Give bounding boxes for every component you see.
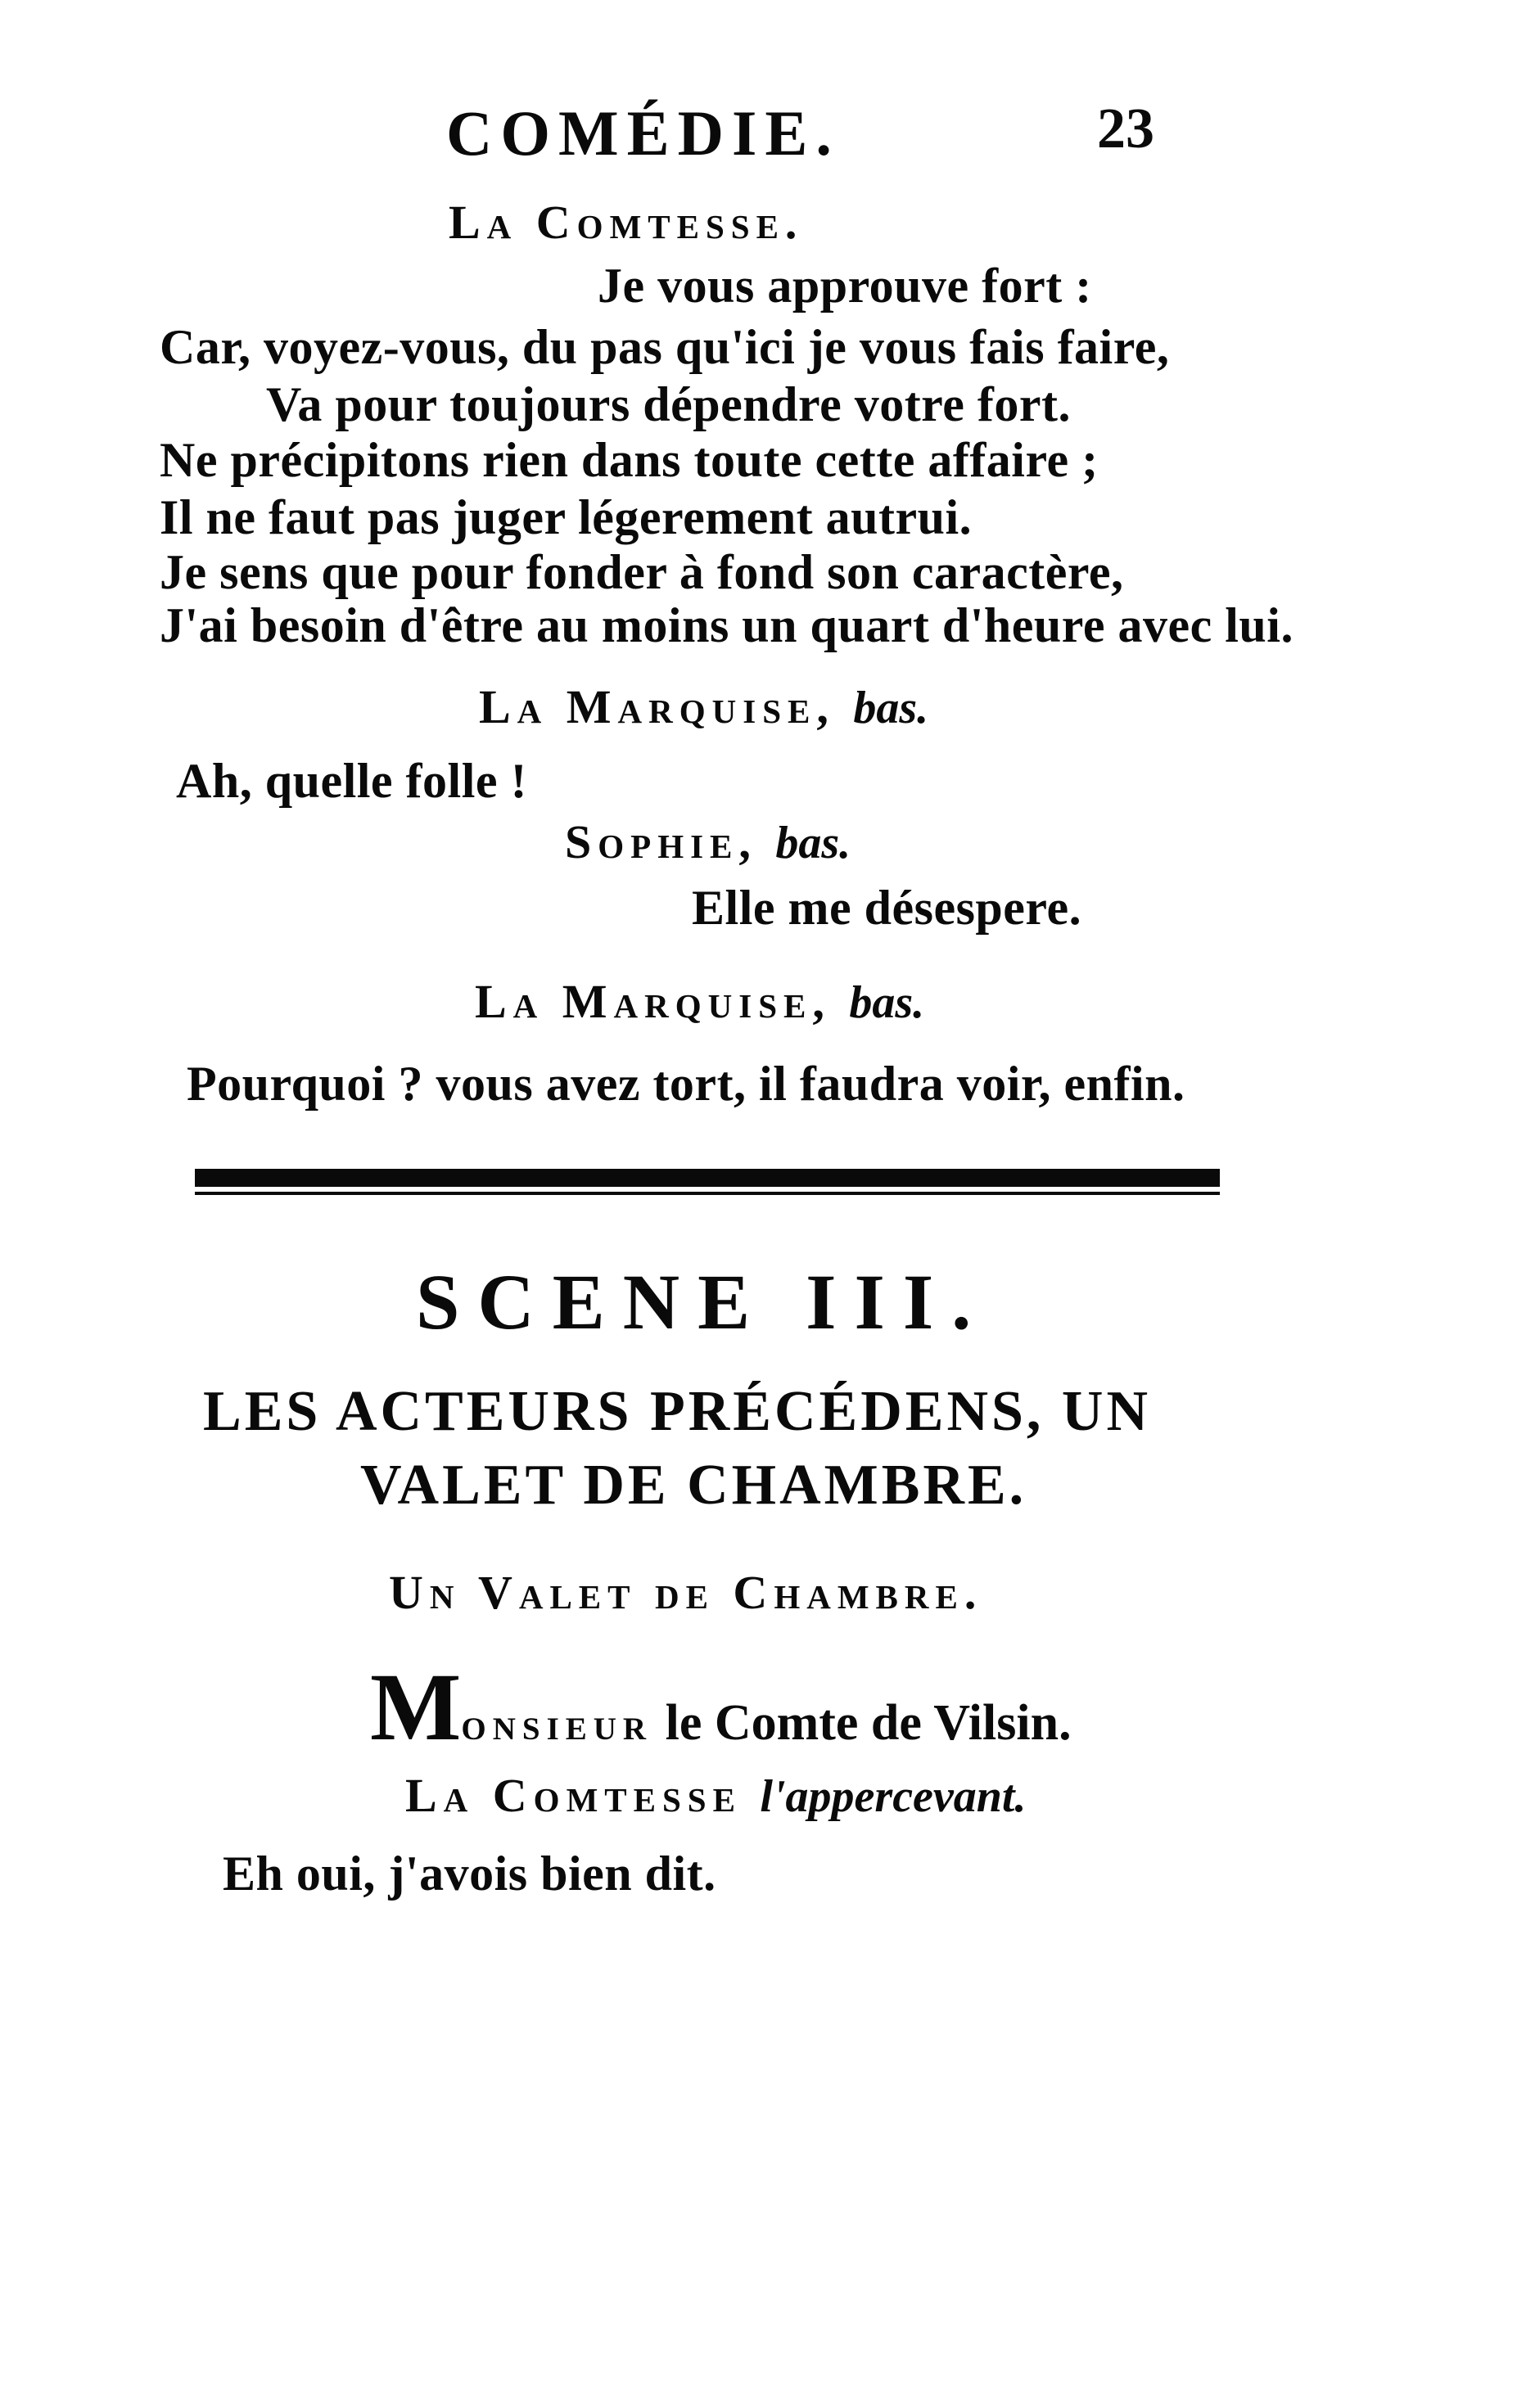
speaker-name: Sophie, [565,815,757,868]
speaker-marquise [475,974,924,1029]
speaker-comtesse: La Comtesse. [449,196,804,249]
verse-line: Eh oui, j'avois bien dit. [223,1847,716,1901]
speaker-valet: Un Valet de Chambre. [389,1566,983,1619]
verse-line: Il ne faut pas juger légerement autrui. [160,490,973,544]
verse-line: Va pour toujours dépendre votre fort. [266,377,1071,431]
speaker-sophie [565,814,851,869]
stage-direction: bas. [775,818,851,868]
page-number: 23 [1097,97,1154,160]
stage-direction: bas. [849,977,925,1028]
verse-line: Car, voyez-vous, du pas qu'ici je vous fais faire, [160,320,1170,374]
verse-line: Je vous approuve fort : [598,259,1092,313]
verse-line: Ah, quelle folle ! [176,754,527,808]
speaker-comtesse [405,1768,1026,1823]
scene-divider-rule [195,1169,1220,1187]
scene-divider-rule-thin [195,1192,1220,1195]
running-head-title: COMÉDIE. [446,97,840,169]
stage-direction: l'appercevant. [760,1771,1027,1822]
small-caps-word: onsieur [461,1699,653,1750]
speaker-name: La Comtesse [405,1769,742,1822]
speaker-marquise [479,679,928,734]
cast-list-line: LES ACTEURS PRÉCÉDENS, UN [203,1380,1152,1443]
verse-line: Pourquoi ? vous avez tort, il faudra voir, enfin. [187,1057,1185,1111]
drop-cap: M [370,1653,462,1761]
cast-list-line: VALET DE CHAMBRE. [360,1454,1027,1517]
verse-line: Ne précipitons rien dans toute cette affaire ; [160,433,1099,487]
speaker-name: La Marquise, [475,975,831,1028]
stage-direction: bas. [853,683,929,733]
verse-line: Elle me désespere. [692,881,1082,935]
verse-line: Je sens que pour fonder à fond son caractère, [160,545,1124,599]
speech-line [370,1652,1072,1763]
verse-line: J'ai besoin d'être au moins un quart d'heure avec lui. [160,598,1293,652]
scene-title: SCENE III. [416,1258,990,1346]
speaker-name: La Marquise, [479,680,835,733]
speech-text: le Comte de Vilsin. [652,1695,1072,1751]
